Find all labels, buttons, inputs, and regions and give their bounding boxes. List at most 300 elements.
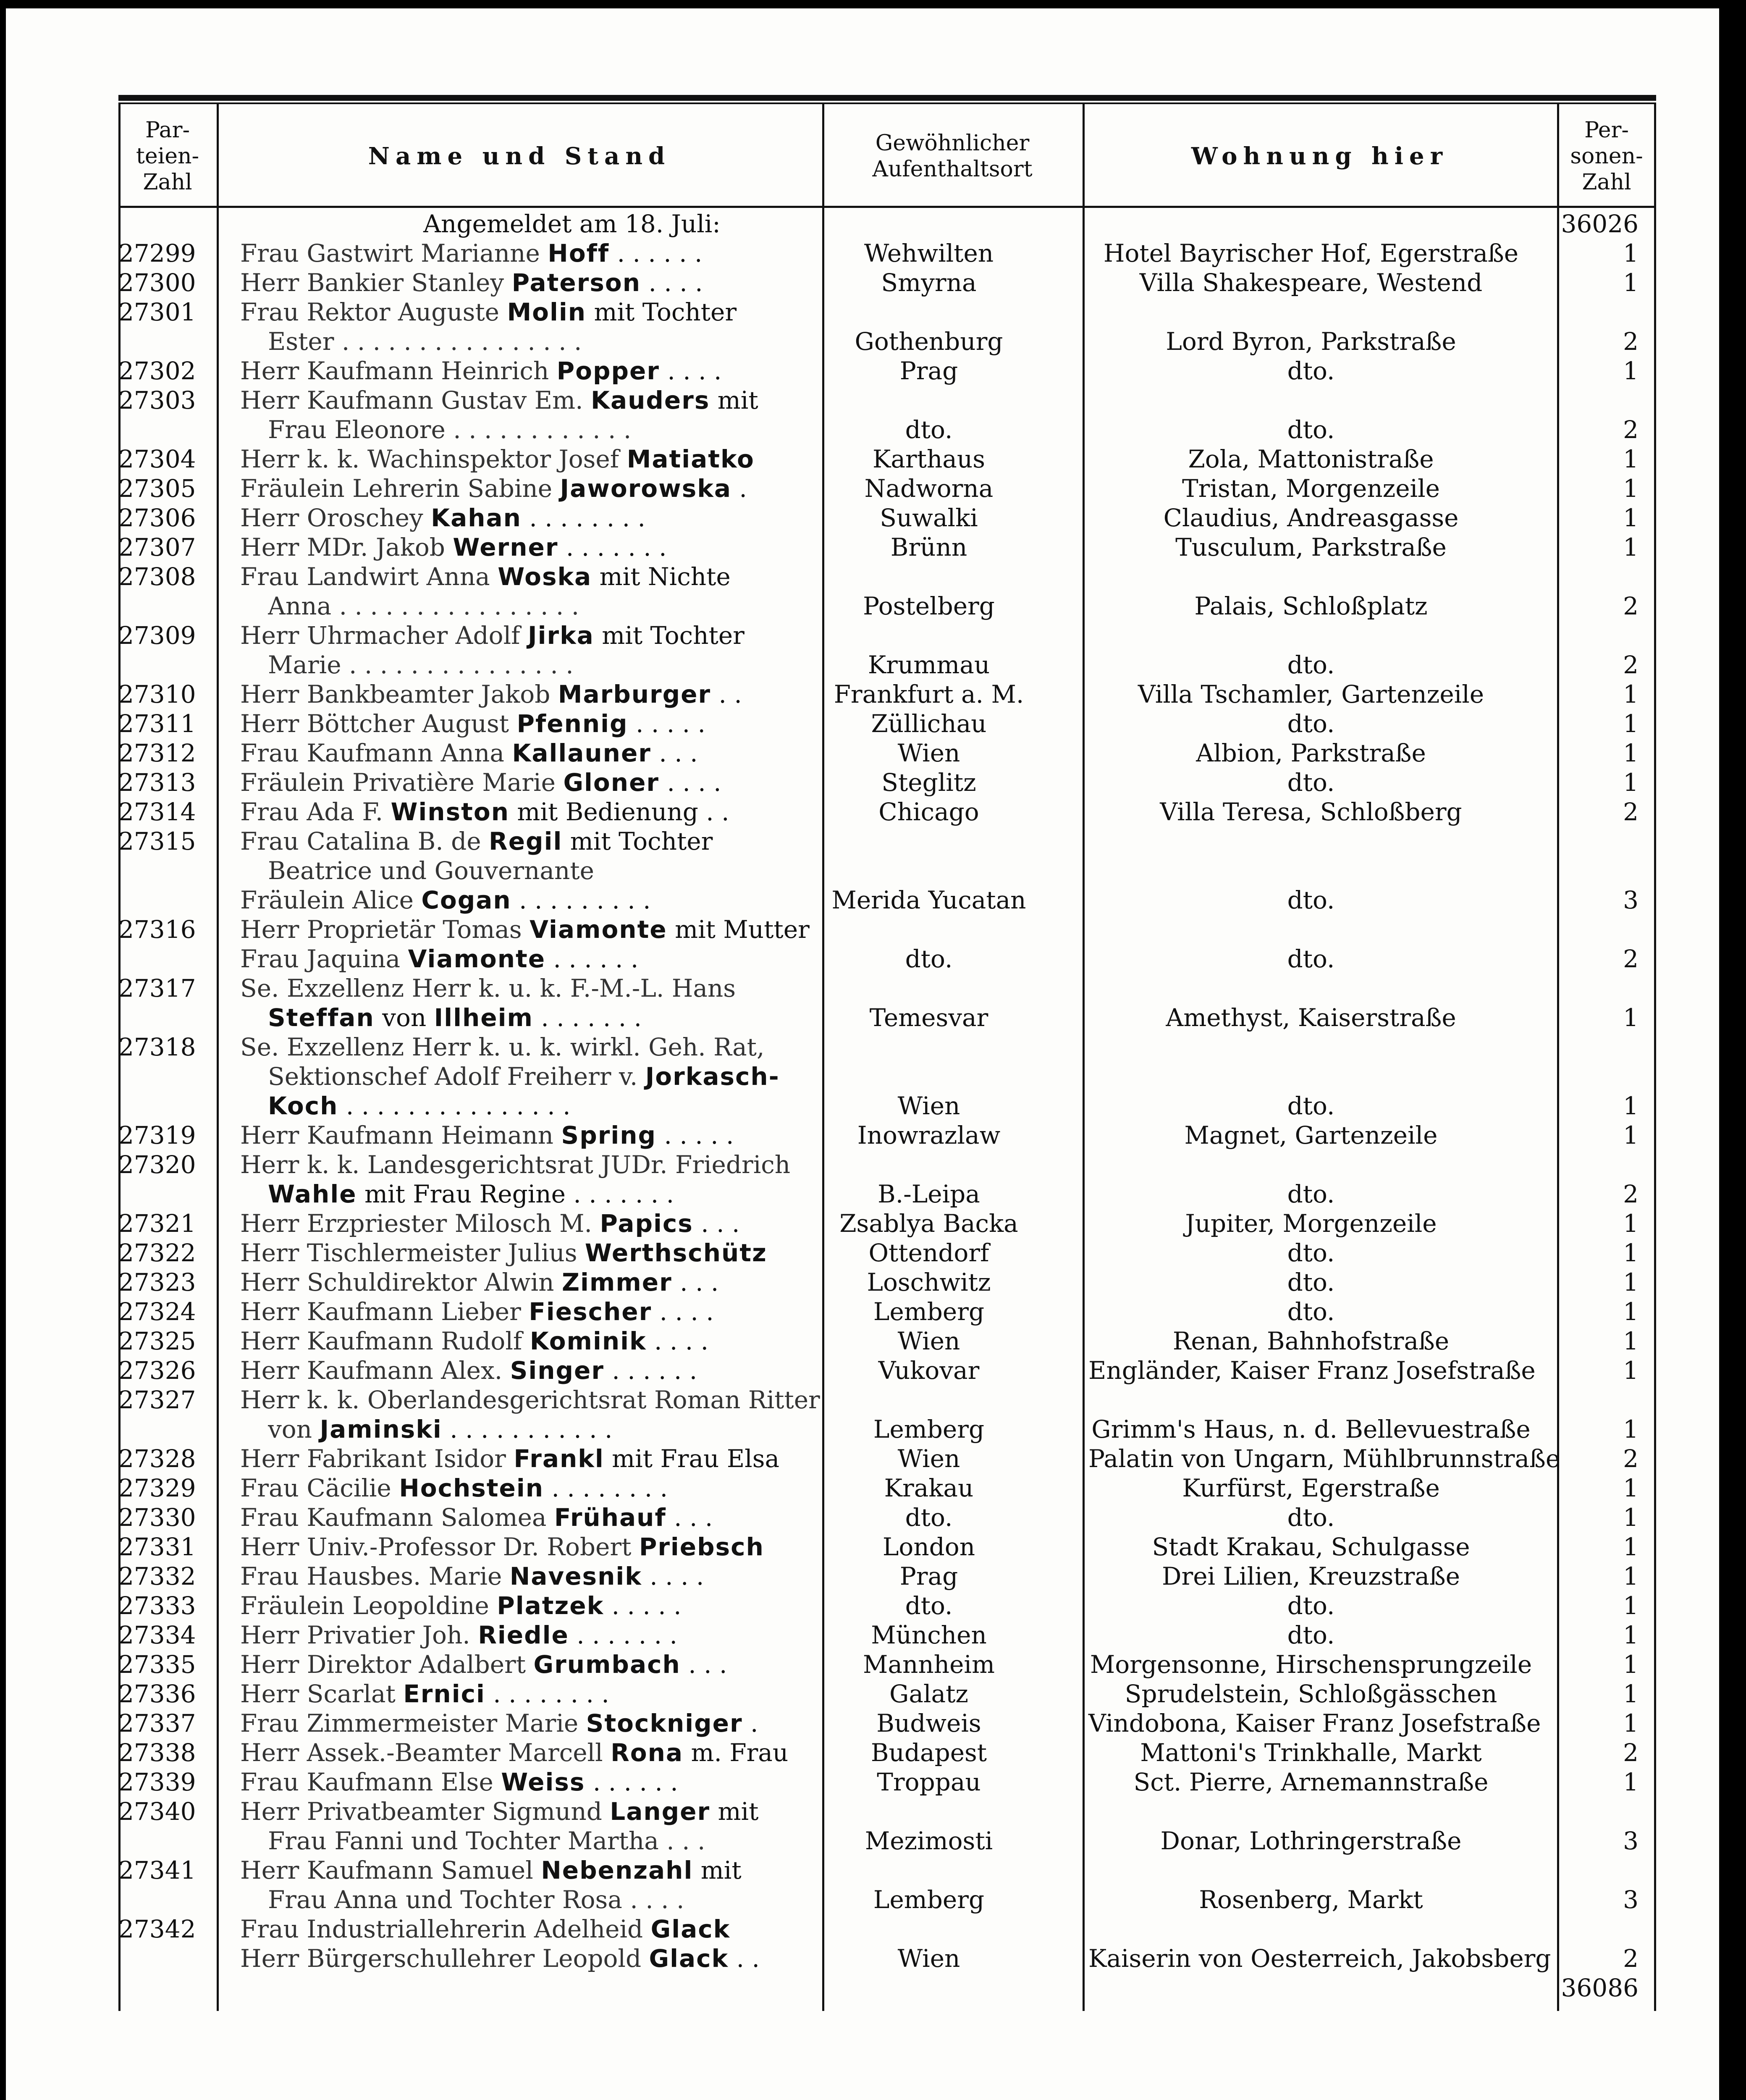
address: Claudius, Andreasgasse: [1163, 504, 1459, 532]
persons-count: 1: [1623, 1121, 1639, 1150]
table-row: [118, 562, 1656, 591]
name-title: Herr MDr. Jakob: [240, 533, 453, 562]
table-row: [118, 1356, 1656, 1385]
surname: Grumbach: [533, 1650, 681, 1679]
persons-count: 2: [1623, 1738, 1639, 1767]
party-number: 27320: [118, 1150, 196, 1179]
surname: Kauders: [591, 386, 710, 415]
table-row: [118, 1209, 1656, 1238]
name-suffix: . . . . . .: [609, 239, 703, 268]
party-number: 27302: [118, 357, 196, 385]
guest-name: [268, 327, 920, 356]
party-number: 27341: [118, 1856, 196, 1885]
address: dto.: [1287, 1503, 1335, 1532]
party-number: 27326: [118, 1356, 196, 1385]
name-title: Herr Bürgerschullehrer Leopold: [240, 1944, 649, 1973]
name-title: Herr Kaufmann Alex.: [240, 1356, 510, 1385]
table-row: [118, 1679, 1656, 1709]
guest-name: [240, 915, 920, 944]
guest-name: [240, 533, 920, 562]
origin: Troppau: [877, 1768, 981, 1796]
name-suffix: . . . .: [659, 357, 722, 385]
guest-name: [240, 1121, 920, 1150]
surname: Singer: [510, 1356, 604, 1385]
name-suffix: . .: [729, 1944, 760, 1973]
surname: Kominik: [530, 1327, 647, 1355]
surname: Molin: [507, 298, 587, 326]
guest-name: [268, 856, 920, 885]
surname: Glack: [650, 1915, 731, 1943]
origin: Züllichau: [871, 709, 987, 738]
persons-count: 2: [1623, 592, 1639, 620]
persons-count: 1: [1623, 1003, 1639, 1032]
party-number: 27301: [118, 298, 196, 326]
top-rule-thin: [118, 102, 1656, 104]
persons-count: 1: [1623, 268, 1639, 297]
guest-name: [240, 1473, 920, 1503]
origin: Zsablya Backa: [839, 1209, 1018, 1238]
party-number: 27327: [118, 1386, 196, 1414]
party-number: 27299: [118, 239, 196, 268]
address: dto.: [1287, 357, 1335, 385]
name-suffix: mit: [710, 1797, 759, 1826]
table-row: [118, 974, 1656, 1003]
origin: Ottendorf: [868, 1239, 989, 1267]
persons-count: 2: [1623, 945, 1639, 973]
persons-count: 1: [1623, 1209, 1639, 1238]
party-number: 27303: [118, 386, 196, 415]
section-title: Angemeldet am 18. Juli:: [423, 210, 721, 238]
name-title: Herr Oroschey: [240, 504, 431, 532]
surname: Hochstein: [399, 1474, 544, 1502]
guest-name: [240, 268, 920, 297]
table-row: [118, 856, 1656, 885]
name-title: Se. Exzellenz Herr k. u. k. F.-M.-L. Hans: [240, 974, 736, 1003]
persons-count: 1: [1623, 239, 1639, 268]
name-suffix: mit Tochter: [594, 621, 745, 650]
name-title: Herr Böttcher August: [240, 709, 517, 738]
guest-name: [268, 1062, 920, 1091]
guest-name: [240, 944, 920, 974]
surname: Stockniger: [586, 1709, 743, 1738]
surname: Jaworowska: [560, 474, 731, 503]
table-row: [118, 503, 1656, 533]
guest-name: [240, 444, 920, 474]
table-row: [118, 1179, 1656, 1209]
party-number: 27337: [118, 1709, 196, 1738]
table-row: [118, 1150, 1656, 1179]
name-title: Herr Kaufmann Lieber: [240, 1297, 529, 1326]
name-title: Herr Uhrmacher Adolf: [240, 621, 528, 650]
table-row: [118, 327, 1656, 356]
persons-count: 1: [1623, 1533, 1639, 1561]
origin: Krummau: [868, 651, 990, 679]
guest-name: [240, 503, 920, 533]
table-row: [118, 1591, 1656, 1620]
name-suffix: mit Tochter: [586, 298, 737, 326]
origin: Steglitz: [881, 768, 976, 797]
name-suffix: . . . . . . . . . . .: [442, 1415, 613, 1444]
party-number: 27315: [118, 827, 196, 856]
persons-count: 2: [1623, 1180, 1639, 1208]
table-row: [118, 650, 1656, 680]
address: Kurfürst, Egerstraße: [1182, 1474, 1440, 1502]
party-number: 27305: [118, 474, 196, 503]
surname: Priebsch: [639, 1533, 764, 1561]
persons-count: 1: [1623, 504, 1639, 532]
name-title: Frau Eleonore . . . . . . . . . . . .: [268, 415, 632, 444]
guest-name: [240, 239, 920, 268]
name-title: Marie . . . . . . . . . . . . . . .: [268, 651, 574, 679]
name-title: Herr Bankbeamter Jakob: [240, 680, 558, 709]
table-row: [118, 1121, 1656, 1150]
address: Kaiserin von Oesterreich, Jakobsberg: [1088, 1944, 1551, 1973]
guest-name: [240, 1326, 920, 1356]
name-suffix: . . .: [672, 1268, 719, 1297]
name-suffix: mit Tochter: [562, 827, 713, 856]
name-title: Fräulein Lehrerin Sabine: [240, 474, 560, 503]
name-title: Frau Catalina B. de: [240, 827, 489, 856]
guest-name: [240, 1709, 920, 1738]
address: dto.: [1287, 415, 1335, 444]
party-number: 27338: [118, 1738, 196, 1767]
persons-count: 2: [1623, 651, 1639, 679]
name-title: Frau Fanni und Tochter Martha . . .: [268, 1827, 705, 1855]
name-suffix: . . .: [651, 739, 698, 767]
persons-count: 3: [1623, 1885, 1639, 1914]
guest-name: [268, 1179, 920, 1209]
surname: Viamonte: [408, 945, 546, 973]
persons-count: 1: [1623, 1562, 1639, 1591]
address: Grimm's Haus, n. d. Bellevuestraße: [1091, 1415, 1531, 1444]
origin: Galatz: [889, 1680, 968, 1708]
party-number: 27318: [118, 1033, 196, 1061]
name-suffix: . . . . .: [604, 1591, 682, 1620]
origin: Nadworna: [864, 474, 994, 503]
origin: Wien: [897, 1092, 960, 1120]
name-title: Frau Anna und Tochter Rosa . . . .: [268, 1885, 684, 1914]
name-title: Frau Zimmermeister Marie: [240, 1709, 586, 1738]
address: dto.: [1287, 1591, 1335, 1620]
name-suffix: m. Frau: [683, 1738, 789, 1767]
party-number: 27328: [118, 1444, 196, 1473]
guest-name: [268, 1091, 920, 1121]
name-title: Herr Tischlermeister Julius: [240, 1239, 585, 1267]
guest-name: [240, 1767, 920, 1797]
name-suffix: mit Frau Elsa: [604, 1444, 780, 1473]
surname: Matiatko: [627, 445, 755, 473]
name-suffix: . . . . . . . . .: [511, 886, 651, 914]
name-suffix: . . .: [693, 1209, 740, 1238]
table-row: [118, 1326, 1656, 1356]
address: Palais, Schloßplatz: [1194, 592, 1428, 620]
name-title: Frau Industriallehrerin Adelheid: [240, 1915, 651, 1943]
table-row: [118, 1268, 1656, 1297]
name-title: Frau Landwirt Anna: [240, 562, 498, 591]
guest-name: [240, 386, 920, 415]
table-row: [118, 1562, 1656, 1591]
table-row: [118, 1738, 1656, 1767]
address: dto.: [1287, 945, 1335, 973]
surname: Weiss: [501, 1768, 585, 1796]
party-number: 27329: [118, 1474, 196, 1502]
persons-count: 1: [1623, 1092, 1639, 1120]
surname: Nebenzahl: [541, 1856, 693, 1885]
origin: Brünn: [890, 533, 967, 562]
persons-count: 1: [1623, 1503, 1639, 1532]
header-persons: Per- sonen- Zahl: [1570, 118, 1643, 195]
party-number: 27325: [118, 1327, 196, 1355]
closing-total: 36086: [1561, 1974, 1639, 2002]
table-row: [118, 1003, 1656, 1032]
name-title: Herr Schuldirektor Alwin: [240, 1268, 562, 1297]
party-number: 27335: [118, 1650, 196, 1679]
surname: Hoff: [548, 239, 610, 268]
guest-name: [240, 1209, 920, 1238]
address: Zola, Mattonistraße: [1188, 445, 1434, 473]
name-title: Fräulein Leopoldine: [240, 1591, 497, 1620]
guest-name: [240, 680, 920, 709]
name-title: von: [268, 1415, 320, 1444]
table-row: [118, 885, 1656, 915]
guest-name: [240, 1268, 920, 1297]
guest-name: [268, 415, 920, 444]
persons-count: 1: [1623, 1768, 1639, 1796]
origin: London: [882, 1533, 975, 1561]
guest-name: [240, 1356, 920, 1385]
section-header-row: [118, 209, 1656, 239]
guest-name: [240, 1297, 920, 1326]
guest-name: [240, 1679, 920, 1709]
name-suffix: . . . .: [641, 268, 703, 297]
guest-name: [240, 797, 920, 827]
surname: Jaminski: [320, 1415, 442, 1444]
address: dto.: [1287, 651, 1335, 679]
party-number: 27339: [118, 1768, 196, 1796]
table-row: [118, 1297, 1656, 1326]
guest-name: [240, 974, 920, 1003]
surname: Werthschütz: [585, 1239, 767, 1267]
surname: Zimmer: [561, 1268, 672, 1297]
origin: Temesvar: [869, 1003, 988, 1032]
party-number: 27334: [118, 1621, 196, 1649]
name-suffix: .: [742, 1709, 758, 1738]
origin: Lemberg: [873, 1415, 985, 1444]
surname: Werner: [453, 533, 558, 562]
address: Mattoni's Trinkhalle, Markt: [1140, 1738, 1482, 1767]
guest-name: [240, 474, 920, 503]
header-origin: Gewöhnlicher Aufenthaltsort: [872, 131, 1033, 182]
persons-count: 1: [1623, 709, 1639, 738]
name-suffix: . . . .: [646, 1327, 709, 1355]
guest-name: [240, 297, 920, 327]
origin: Suwalki: [880, 504, 978, 532]
surname: Jorkasch-: [645, 1062, 780, 1091]
name-title: Herr Erzpriester Milosch M.: [240, 1209, 600, 1238]
guest-name: [268, 591, 920, 621]
surname: Kallauner: [512, 739, 651, 767]
address: Magnet, Gartenzeile: [1184, 1121, 1438, 1150]
name-suffix: . . . . . . . .: [544, 1474, 668, 1502]
guest-name: [240, 885, 920, 915]
guest-name: [240, 1856, 920, 1885]
table-row: [118, 915, 1656, 944]
surname: Navesnik: [509, 1562, 642, 1591]
address: Stadt Krakau, Schulgasse: [1152, 1533, 1470, 1561]
party-number: 27324: [118, 1297, 196, 1326]
persons-count: 1: [1623, 1474, 1639, 1502]
surname: Illheim: [434, 1003, 533, 1032]
name-title: Herr Kaufmann Heimann: [240, 1121, 561, 1150]
guest-name: [240, 738, 920, 768]
persons-count: 1: [1623, 1297, 1639, 1326]
guest-name: [240, 1032, 920, 1062]
guest-name: [268, 1826, 920, 1856]
name-suffix: mit Bedienung . .: [509, 798, 729, 826]
persons-count: 1: [1623, 1709, 1639, 1738]
origin: dto.: [905, 1503, 953, 1532]
name-title: Herr Kaufmann Rudolf: [240, 1327, 530, 1355]
surname: Marburger: [558, 680, 711, 709]
name-suffix: mit Nichte: [592, 562, 731, 591]
persons-count: 2: [1623, 327, 1639, 356]
table-row: [118, 709, 1656, 738]
persons-count: 1: [1623, 474, 1639, 503]
origin: Wehwilten: [864, 239, 994, 268]
table-row: [118, 1415, 1656, 1444]
origin: Gothenburg: [855, 327, 1003, 356]
address: Donar, Lothringerstraße: [1160, 1827, 1462, 1855]
party-number: 27304: [118, 445, 196, 473]
table-row: [118, 1620, 1656, 1650]
party-number: 27313: [118, 768, 196, 797]
name-suffix: mit: [710, 386, 758, 415]
party-number: 27322: [118, 1239, 196, 1267]
persons-count: 1: [1623, 1591, 1639, 1620]
address: Vindobona, Kaiser Franz Josefstraße: [1088, 1709, 1541, 1738]
party-number: 27306: [118, 504, 196, 532]
address: dto.: [1287, 1297, 1335, 1326]
name-title: Frau Kaufmann Else: [240, 1768, 501, 1796]
address: Jupiter, Morgenzeile: [1185, 1209, 1437, 1238]
guest-name: [240, 1650, 920, 1679]
guest-name: [240, 1238, 920, 1268]
party-number: 27308: [118, 562, 196, 591]
name-title: Herr Fabrikant Isidor: [240, 1444, 514, 1473]
persons-count: 1: [1623, 1680, 1639, 1708]
header-party-number: Par- teien- Zahl: [136, 118, 199, 195]
origin: Budapest: [870, 1738, 987, 1767]
origin: Wien: [897, 1444, 960, 1473]
guest-name: [240, 768, 920, 797]
table-row: [118, 1385, 1656, 1415]
surname: Platzek: [497, 1591, 604, 1620]
name-title: Herr Kaufmann Samuel: [240, 1856, 541, 1885]
table-row: [118, 1767, 1656, 1797]
name-suffix: . . . .: [659, 768, 721, 797]
origin: Wien: [897, 739, 960, 767]
surname: Papics: [600, 1209, 693, 1238]
table-row: [118, 797, 1656, 827]
table-row: [118, 1826, 1656, 1856]
address: Villa Tschamler, Gartenzeile: [1138, 680, 1484, 709]
name-title: Frau Ada F.: [240, 798, 391, 826]
surname: Ernici: [403, 1680, 485, 1708]
address: Amethyst, Kaiserstraße: [1166, 1003, 1456, 1032]
persons-count: 1: [1623, 1356, 1639, 1385]
table-row: [118, 444, 1656, 474]
name-title: Frau Hausbes. Marie: [240, 1562, 510, 1591]
origin: Vukovar: [878, 1356, 980, 1385]
table-row: [118, 1238, 1656, 1268]
table-row: [118, 1944, 1656, 1973]
origin: München: [871, 1621, 987, 1649]
address: dto.: [1287, 768, 1335, 797]
guest-name: [240, 1944, 920, 1973]
table-row: [118, 1885, 1656, 1914]
origin: Wien: [897, 1327, 960, 1355]
party-number: 27333: [118, 1591, 196, 1620]
table-row: [118, 1709, 1656, 1738]
table-row: [118, 533, 1656, 562]
name-title: Anna . . . . . . . . . . . . . . . .: [268, 592, 579, 620]
persons-count: 2: [1623, 1444, 1639, 1473]
name-suffix: . . . . . . . .: [521, 504, 645, 532]
name-suffix: . . .: [666, 1503, 713, 1532]
surname: Fiescher: [529, 1297, 652, 1326]
entries: [118, 209, 1656, 2003]
name-title: Fräulein Alice: [240, 886, 422, 914]
persons-count: 2: [1623, 415, 1639, 444]
address: dto.: [1287, 709, 1335, 738]
party-number: 27300: [118, 268, 196, 297]
persons-count: 1: [1623, 680, 1639, 709]
name-suffix: . . . . . .: [545, 945, 639, 973]
name-suffix: . . . .: [652, 1297, 714, 1326]
party-number: 27307: [118, 533, 196, 562]
surname: Koch: [268, 1092, 338, 1120]
table-row: [118, 474, 1656, 503]
name-title: Herr Direktor Adalbert: [240, 1650, 534, 1679]
address: dto.: [1287, 1092, 1335, 1120]
guest-name: [240, 1738, 920, 1767]
table-row: [118, 827, 1656, 856]
name-title: Herr Kaufmann Gustav Em.: [240, 386, 591, 415]
persons-count: 1: [1623, 357, 1639, 385]
header-rule: [118, 206, 1656, 208]
name-title: Fräulein Privatière Marie: [240, 768, 564, 797]
surname: Regil: [489, 827, 563, 856]
origin: dto.: [905, 415, 953, 444]
name-suffix: . . . . .: [628, 709, 705, 738]
surname: Frankl: [514, 1444, 604, 1473]
name-title: Herr Bankier Stanley: [240, 268, 512, 297]
persons-count: 3: [1623, 1827, 1639, 1855]
address: Palatin von Ungarn, Mühlbrunnstraße: [1088, 1444, 1560, 1473]
name-suffix: . . .: [680, 1650, 727, 1679]
party-number: 27316: [118, 915, 196, 944]
table-row: [118, 1503, 1656, 1532]
opening-total: 36026: [1561, 210, 1639, 238]
address: dto.: [1287, 1180, 1335, 1208]
persons-count: 1: [1623, 533, 1639, 562]
address: Tristan, Morgenzeile: [1182, 474, 1440, 503]
name-title: Herr Privatbeamter Sigmund: [240, 1797, 610, 1826]
persons-count: 2: [1623, 798, 1639, 826]
origin: Budweis: [876, 1709, 981, 1738]
guest-name: [268, 1885, 920, 1914]
surname: Woska: [498, 562, 592, 591]
